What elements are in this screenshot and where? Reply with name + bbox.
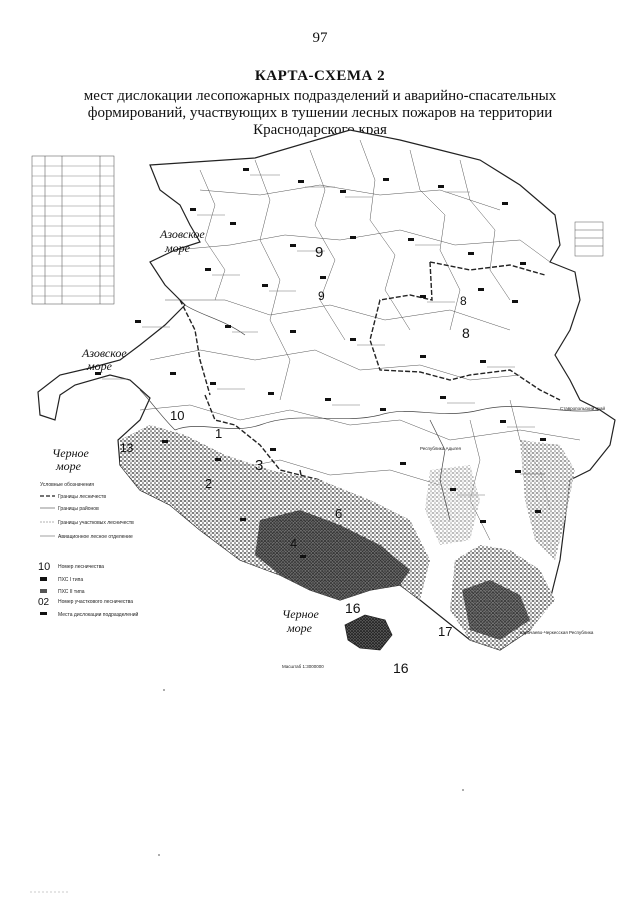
zone-number: 10: [170, 408, 185, 423]
map-subtitle: мест дислокации лесопожарных подразделений и аварийно-спасательных формирований, участвующих в тушении лесных пожаров на территории Краснодарского края: [83, 88, 557, 138]
legend: [38, 482, 139, 618]
legend-item: Номер участкового лесничества: [58, 599, 134, 605]
black-sea-south-label-1: Черное: [282, 607, 319, 621]
zone-number: 16: [393, 660, 409, 676]
page-number: 97: [312, 30, 328, 46]
scan-marks: [30, 690, 464, 892]
legend-sample-number: 02: [38, 597, 50, 608]
legend-item: Места дислокации подразделений: [58, 612, 139, 618]
legend-item: ПХС I типа: [58, 577, 84, 583]
zone-number: 9: [315, 244, 324, 261]
legend-item: Номер лесничества: [58, 564, 105, 570]
zone-number: 16: [345, 600, 361, 616]
forest-area-islet: [345, 615, 392, 650]
zone-number: 8: [460, 294, 467, 308]
stavropol-label: Ставропольский край: [560, 406, 605, 411]
zone-number: 1: [215, 426, 223, 441]
azov-sea-west-label-2: море: [87, 359, 112, 373]
legend-item: Границы лесничеств: [58, 494, 106, 500]
azov-sea-west-label-1: Азовское: [82, 346, 127, 360]
legend-heading: Условные обозначения: [40, 482, 95, 488]
zone-number: 3: [255, 457, 264, 474]
legend-item: Границы участковых лесничеств: [58, 520, 134, 526]
black-sea-south-label-2: море: [287, 621, 312, 635]
karachay-label: Карачаево-Черкесская Республика: [520, 630, 594, 635]
legend-marker-3: [40, 612, 47, 615]
legend-item: Границы районов: [58, 506, 99, 512]
zone-number: 8: [462, 325, 470, 341]
zone-number: 2: [205, 476, 213, 491]
black-sea-west-label-1: Черное: [52, 446, 89, 460]
index-table: [32, 156, 114, 304]
legend-sample-number: 10: [38, 561, 51, 573]
azov-sea-north-label-2: море: [165, 241, 190, 255]
legend-item: Авиационное лесное отделение: [58, 534, 133, 540]
map-title: КАРТА-СХЕМА 2: [254, 68, 386, 84]
zone-number: 13: [120, 441, 134, 455]
legend-item: ПХС II типа: [58, 589, 85, 595]
azov-sea-north-label-1: Азовское: [160, 227, 205, 241]
adygea-label: Республика Адыгея: [420, 446, 461, 451]
zone-number: 17: [438, 624, 453, 639]
legend-marker-1: [40, 577, 47, 581]
legend-marker-2: [40, 589, 47, 593]
zone-number: 6: [335, 506, 343, 521]
scale-label: Масштаб 1:3000000: [282, 664, 324, 669]
side-table: [575, 222, 603, 256]
black-sea-west-label-2: море: [56, 459, 81, 473]
zone-number: 4: [290, 536, 298, 551]
zone-number: 9: [318, 289, 325, 303]
